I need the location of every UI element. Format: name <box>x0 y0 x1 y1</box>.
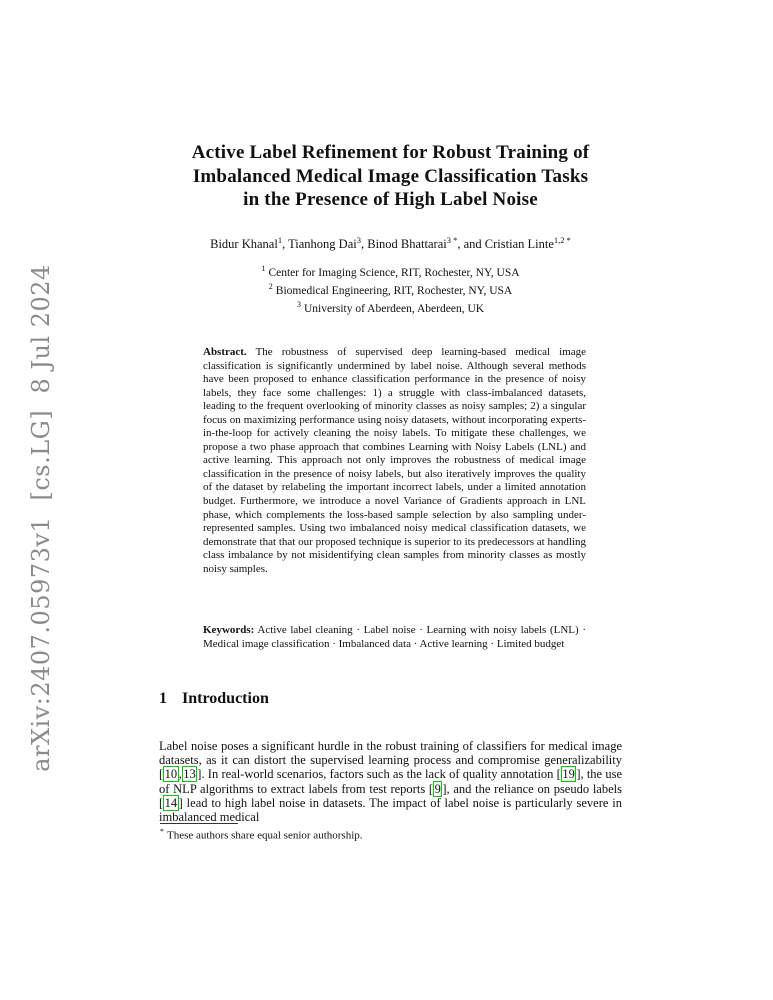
citation-link-10[interactable]: 10 <box>164 767 178 782</box>
footnote-text: These authors share equal senior authorship. <box>167 829 363 842</box>
citation-link-19[interactable]: 19 <box>562 767 575 782</box>
author-superscript-1: 1 <box>277 235 283 245</box>
affiliation-line-2 <box>159 280 622 298</box>
abstract-block <box>203 346 586 576</box>
footnote <box>160 827 623 842</box>
abstract-text: The robustness of supervised deep learning-based medical image classification is significantly undermined by label noise. Although several methods have been proposed to enhance classification performance in the presence of noisy labels, they face some challenges: 1) a struggle with class-imbalanced datasets, leading to the frequent overlooking of minority classes as noisy samples; 2) a singular focus on maximizing performance using noisy datasets, without incorporating experts-in-the-loop for actively cleaning the noisy labels. To mitigate these challenges, we propose a two phase approach that combines Learning with Noisy Labels (LNL) and active learning. This approach not only improves the robustness of medical image classification in the presence of noisy labels, but also iteratively improves the quality of the dataset by relabeling the important incorrect labels, under a limited annotation budget. Furthermore, we introduce a novel Variance of Gradients approach in LNL phase, which complements the loss-based sample selection by also sampling under-represented samples. Using two imbalanced noisy medical classification datasets, we demonstrate that that our proposed technique is superior to its predecessors at handling class imbalance by not misidentifying clean samples from minority classes as mostly noisy samples. <box>203 346 586 575</box>
citation-link-9[interactable]: 9 <box>434 781 441 796</box>
affiliation-text-1: Center for Imaging Science, RIT, Rochester, NY, USA <box>268 266 520 279</box>
footnote-marker: * <box>160 827 164 836</box>
author-name-1: Bidur Khanal <box>210 237 278 252</box>
abstract-heading: Abstract. <box>203 346 247 358</box>
arxiv-stamp: arXiv:2407.05973v1 [cs.LG] 8 Jul 2024 <box>27 264 55 772</box>
keywords-heading: Keywords: <box>203 624 255 636</box>
author-superscript-4: 1,2 * <box>553 235 571 245</box>
affiliation-text-2: Biomedical Engineering, RIT, Rochester, NY, USA <box>275 284 513 297</box>
author-separator-3: , and <box>457 237 485 252</box>
citation-link-14[interactable]: 14 <box>164 795 178 810</box>
author-separator-2: , <box>360 237 368 252</box>
paper-title-line3: in the Presence of High Label Noise <box>243 189 538 210</box>
intro-text-4: ], and the reliance on pseudo labels [ <box>159 781 622 810</box>
intro-text-3: ], the use of NLP algorithms to extract labels from test reports [ <box>159 767 622 796</box>
paper-title-line1: Active Label Refinement for Robust Training of <box>191 142 590 163</box>
author-superscript-2: 3 <box>356 235 361 245</box>
affiliation-marker-2: 2 <box>268 282 273 292</box>
affiliation-text-3: University of Aberdeen, Aberdeen, UK <box>303 303 485 316</box>
author-superscript-3: 3 * <box>446 235 458 245</box>
authors-line <box>159 235 622 252</box>
author-name-2: Tianhong Dai <box>288 237 357 252</box>
author-separator-1: , <box>282 237 289 252</box>
author-name-4: Cristian Linte <box>484 237 554 252</box>
intro-text-2: ]. In real-world scenarios, factors such as the lack of quality annotation [ <box>197 767 561 782</box>
intro-text-5: ] lead to high label noise in datasets. The impact of label noise is particularly severe in imbalanced medical <box>159 795 622 825</box>
intro-paragraph <box>159 739 622 825</box>
paper-title-line2: Imbalanced Medical Image Classification Tasks <box>192 165 589 187</box>
paper-title <box>159 141 622 212</box>
section-title: Introduction <box>182 690 269 707</box>
affiliation-line-3 <box>159 298 622 316</box>
affiliation-marker-1: 1 <box>261 264 266 273</box>
affiliation-line-1 <box>159 262 622 280</box>
citation-comma: , <box>178 767 182 782</box>
affiliation-marker-3: 3 <box>296 300 301 310</box>
section-number: 1 <box>159 690 167 707</box>
keywords-text: Active label cleaning · Label noise · Learning with noisy labels (LNL) · Medical image classification · Imbalanced data · Active learning · Limited budget <box>203 624 586 650</box>
footnote-rule <box>160 823 238 824</box>
keywords-block <box>203 624 586 652</box>
section-heading <box>159 690 622 708</box>
citation-link-13[interactable]: 13 <box>183 767 196 782</box>
intro-text-1: Label noise poses a significant hurdle in the robust training of classifiers for medical image datasets, as it can distort the supervised learning process and compromise generalizability [ <box>159 738 622 782</box>
affiliations-block <box>159 262 622 316</box>
author-name-3: Binod Bhattarai <box>367 237 447 252</box>
